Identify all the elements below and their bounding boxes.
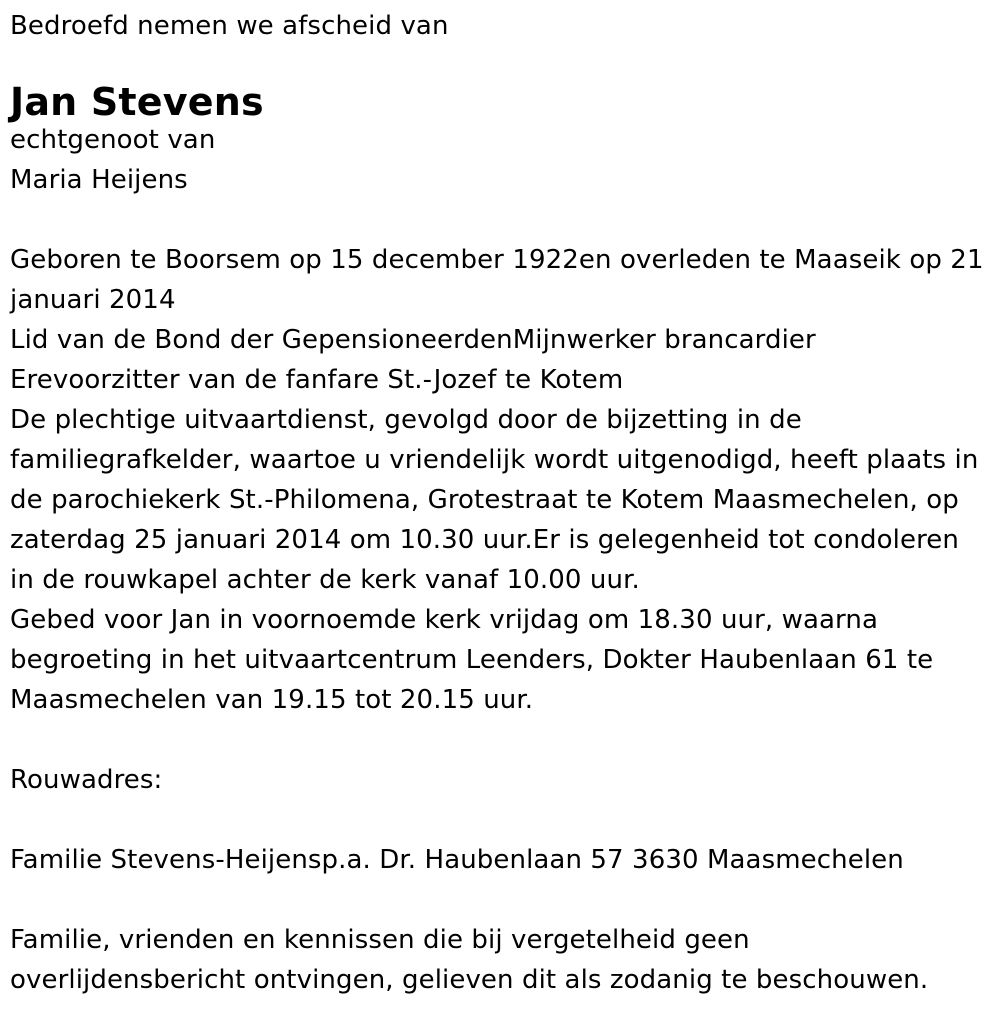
spacer bbox=[10, 880, 990, 920]
service-text: De plechtige uitvaartdienst, gevolgd door de bijzetting in de familiegrafkelder, waartoe u vriendelijk wordt uitgenodigd, heeft plaats in de parochiekerk St.-Philomena, Grotestraat te Kotem Maasmechelen, op zaterdag 25 januari 2014 om 10.30 uur.Er is gelegenheid tot condoleren in de rouwkapel achter de kerk vanaf 10.00 uur. bbox=[10, 405, 979, 595]
closing-note: Familie, vrienden en kennissen die bij vergetelheid geen overlijdensbericht ontvingen, gelieven dit als zodanig te beschouwen. bbox=[10, 925, 929, 995]
membership-text: Lid van de Bond der GepensioneerdenMijnwerker brancardier bbox=[10, 325, 816, 355]
honorary-text: Erevoorzitter van de fanfare St.-Jozef te Kotem bbox=[10, 365, 624, 395]
intro-text: Bedroefd nemen we afscheid van bbox=[10, 11, 449, 41]
mourning-address-label: Rouwadres: bbox=[10, 765, 163, 795]
relation-label: echtgenoot van bbox=[10, 125, 216, 155]
prayer-text: Gebed voor Jan in voornoemde kerk vrijdag om 18.30 uur, waarna begroeting in het uitvaartcentrum Leenders, Dokter Haubenlaan 61 te Maasmechelen van 19.15 tot 20.15 uur. bbox=[10, 605, 934, 715]
spacer bbox=[10, 800, 990, 840]
spacer bbox=[10, 720, 990, 760]
birth-death-text: Geboren te Boorsem op 15 december 1922en overleden te Maaseik op 21 januari 2014 bbox=[10, 245, 984, 315]
spacer bbox=[10, 200, 990, 240]
deceased-name: Jan Stevens bbox=[10, 80, 264, 124]
mourning-address: Familie Stevens-Heijensp.a. Dr. Haubenlaan 57 3630 Maasmechelen bbox=[10, 845, 904, 875]
spouse-name: Maria Heijens bbox=[10, 165, 188, 195]
